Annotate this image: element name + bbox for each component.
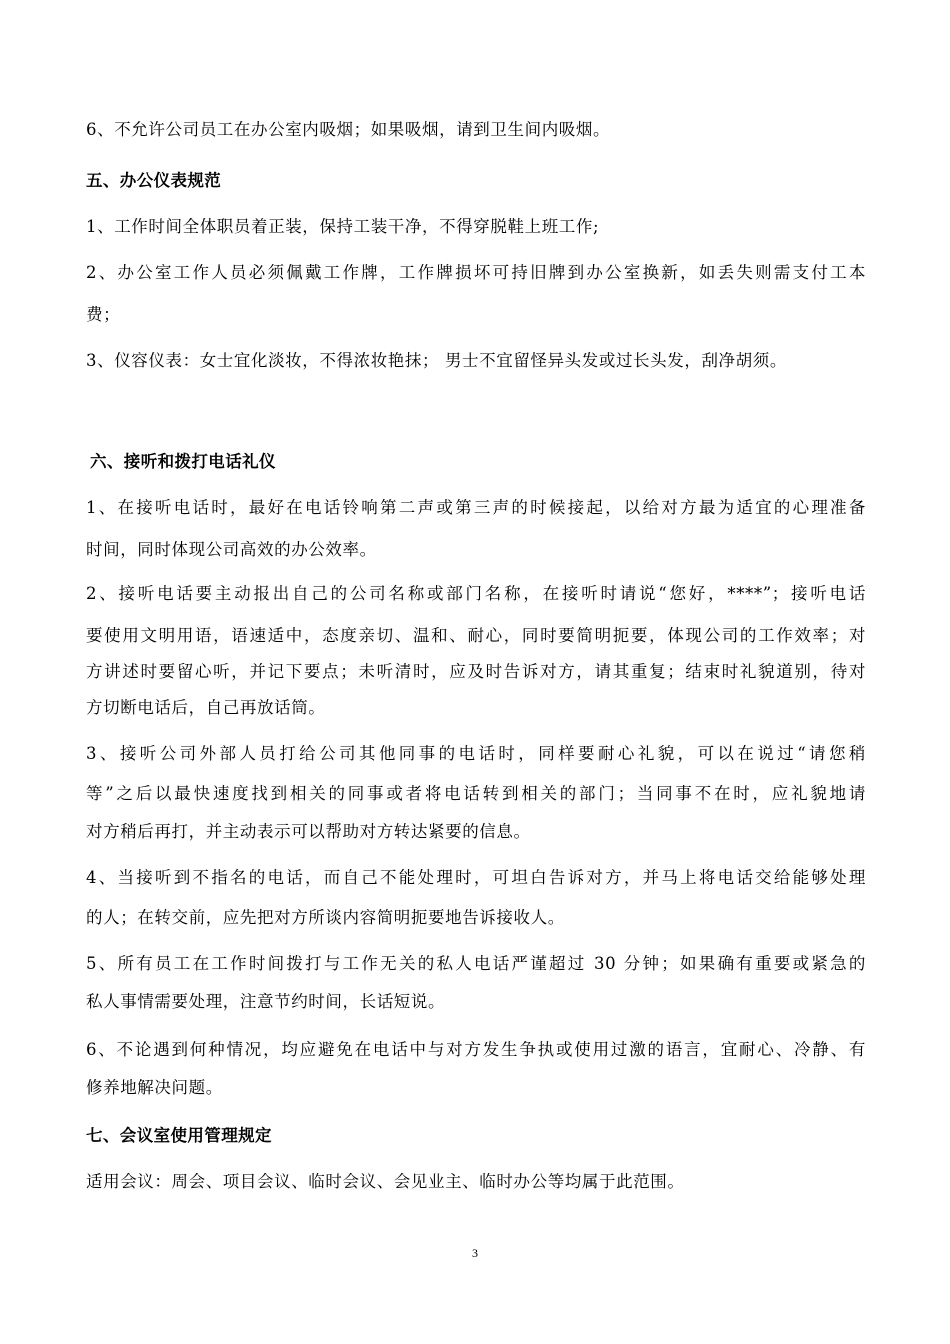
paragraph-line: 4、当接听到不指名的电话，而自己不能处理时，可坦白告诉对方，并马上将电话交给能够处理 [86, 868, 866, 887]
section-heading: 六、接听和拨打电话礼仪 [90, 452, 276, 471]
paragraph-line: 2、办公室工作人员必须佩戴工作牌，工作牌损坏可持旧牌到办公室换新，如丢失则需支付工本 [86, 263, 866, 282]
paragraph-line: 费； [86, 305, 121, 324]
paragraph-line: 3、接听公司外部人员打给公司其他同事的电话时，同样要耐心礼貌，可以在说过“请您稍 [86, 744, 866, 763]
paragraph-line: 对方稍后再打，并主动表示可以帮助对方转达紧要的信息。 [86, 822, 531, 841]
paragraph-line: 的人；在转交前，应先把对方所谈内容简明扼要地告诉接收人。 [86, 908, 565, 927]
page-number: 3 [472, 1246, 478, 1260]
paragraph-line: 要使用文明用语，语速适中，态度亲切、温和、耐心，同时要简明扼要，体现公司的工作效率；对 [86, 626, 866, 645]
paragraph-line: 2、接听电话要主动报出自己的公司名称或部门名称，在接听时请说“您好，****”；接听电话 [86, 584, 866, 603]
paragraph-line: 时间，同时体现公司高效的办公效率。 [86, 540, 377, 559]
paragraph-line: 5、所有员工在工作时间拨打与工作无关的私人电话严谨超过 30 分钟；如果确有重要或紧急的 [86, 954, 866, 973]
section-heading: 五、办公仪表规范 [86, 171, 222, 190]
section-heading: 七、会议室使用管理规定 [86, 1126, 272, 1145]
paragraph-line: 3、仪容仪表：女士宜化淡妆，不得浓妆艳抹； 男士不宜留怪异头发或过长头发，刮净胡须。 [86, 351, 787, 370]
paragraph-line: 1、在接听电话时，最好在电话铃响第二声或第三声的时候接起，以给对方最为适宜的心理准备 [86, 498, 866, 517]
paragraph-line: 适用会议：周会、项目会议、临时会议、会见业主、临时办公等均属于此范围。 [86, 1172, 685, 1191]
paragraph-line: 1、工作时间全体职员着正装，保持工装干净，不得穿脱鞋上班工作; [86, 217, 600, 236]
paragraph-line: 方切断电话后，自己再放话筒。 [86, 698, 326, 717]
paragraph-line: 6、不允许公司员工在办公室内吸烟；如果吸烟，请到卫生间内吸烟。 [86, 120, 611, 139]
paragraph-line: 私人事情需要处理，注意节约时间，长话短说。 [86, 992, 446, 1011]
paragraph-line: 等”之后以最快速度找到相关的同事或者将电话转到相关的部门；当同事不在时，应礼貌地请 [86, 784, 866, 803]
paragraph-line: 修养地解决问题。 [86, 1078, 223, 1097]
paragraph-line: 方讲述时要留心听，并记下要点；未听清时，应及时告诉对方，请其重复；结束时礼貌道别，待对 [86, 662, 866, 681]
paragraph-line: 6、不论遇到何种情况，均应避免在电话中与对方发生争执或使用过激的语言，宜耐心、冷静、有 [86, 1040, 866, 1059]
